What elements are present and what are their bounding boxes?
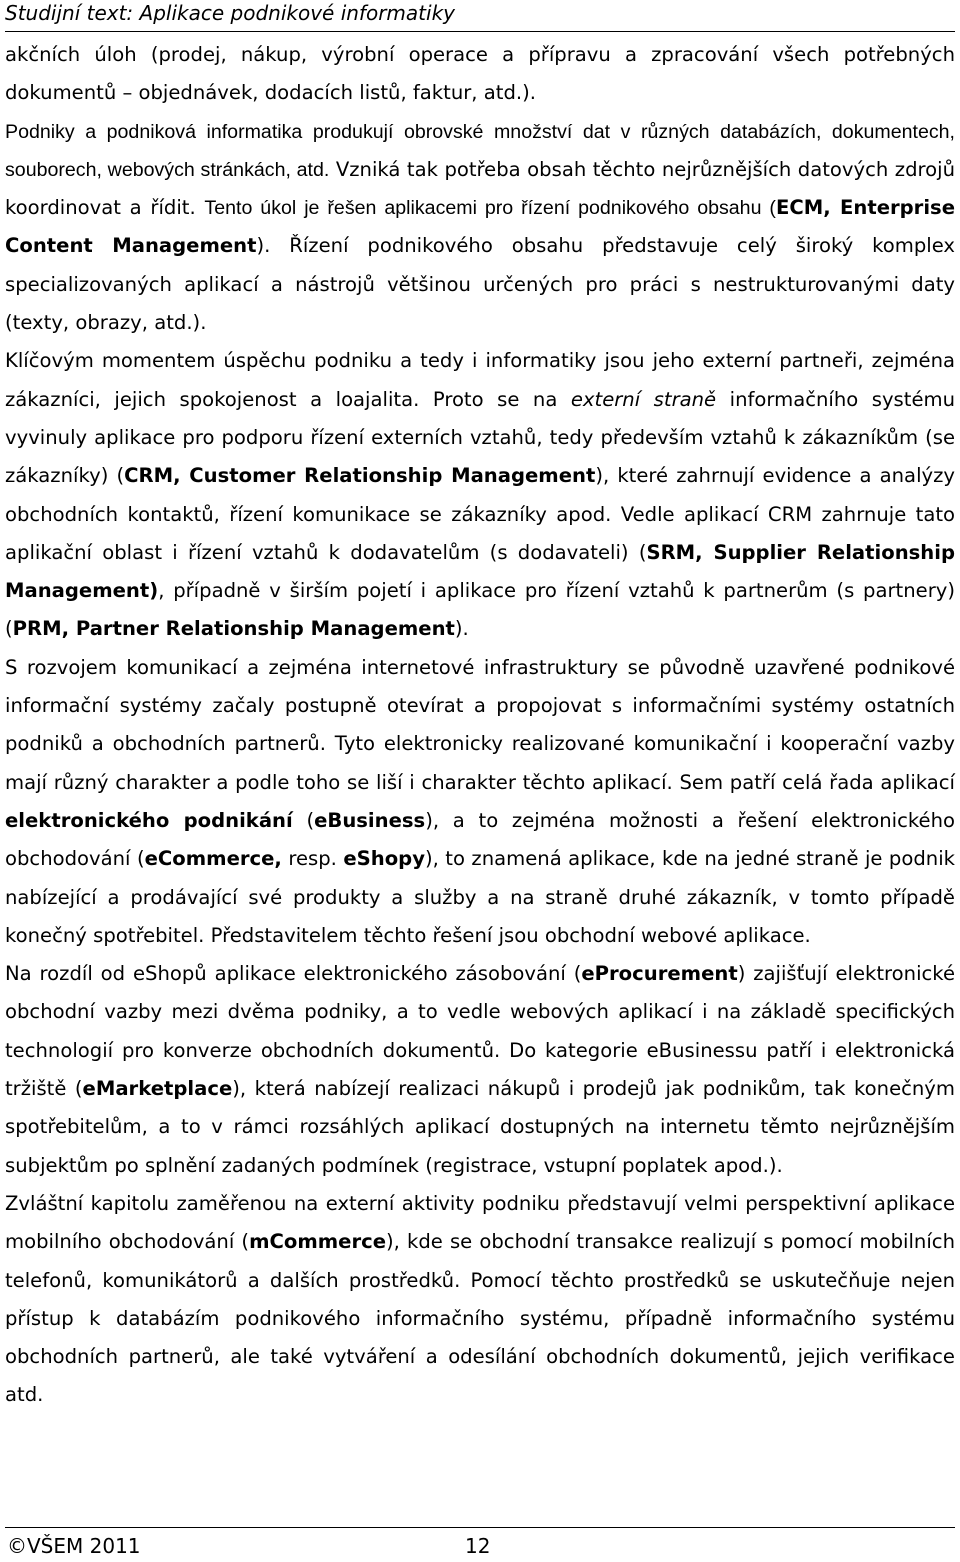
text-run: ), kde se obchodní transakce realizují s pomocí mobilních telefonů, komunikátorů a dalších prostředků. Pomocí těchto prostředků se uskutečňuje nejen přístup k databázím podnikového informačního systému, případně informačního systému obchodních partnerů, ale také vytváření a odesílání obchodních dokumentů, jejich verifikace atd. (5, 1230, 955, 1407)
text-run: ). (454, 617, 469, 641)
text-run: resp. (281, 847, 344, 871)
text-run: akčních úloh (prodej, nákup, výrobní operace a přípravu a zpracování všech potřebných dokumentů – objednávek, dodacích listů, faktur, atd.). (5, 43, 955, 105)
text-run: Proto se na (419, 387, 571, 411)
paragraph-eprocurement (5, 955, 955, 1185)
bold-term: eProcurement (581, 962, 738, 986)
footer-copyright: ©VŠEM 2011 (7, 1534, 141, 1558)
text-run: ). Řízení podnikového obsahu představuje celý široký komplex specializovaných aplikací a nástrojů většinou určených pro práci s nestrukturovanými daty (texty, obrazy, atd.). (5, 234, 956, 335)
italic-term: externí straně (570, 387, 717, 411)
text-run: S rozvojem komunikací a zejména internetové infrastruktury se původně uzavřené podnikové informační systémy začaly postupně otevírat a propojovat s informačními systémy ostatních podniků a obchodních partnerů. Tyto elektronicky realizované komunikační i kooperační vazby mají různý charakter a podle toho se liší i charakter těchto aplikací. Sem patří celá řada aplikací (5, 655, 955, 794)
bold-term: mCommerce (249, 1230, 387, 1254)
paragraph-crm (5, 342, 955, 648)
text-run: Vzniká tak potřeba obsah těchto nejrůznějších datových zdrojů koordinovat a řídit. (5, 157, 955, 220)
text-run: informačního systému vyvinuly aplikace pro podporu řízení externích vztahů, tedy především vztahů k zákazníkům (se zákazníky) ( (5, 387, 956, 488)
page-footer (5, 1527, 955, 1562)
paragraph-ebusiness (5, 649, 955, 955)
text-run: Na rozdíl od eShopů aplikace elektronického zásobování ( (5, 962, 582, 986)
text-run: , případně v širším pojetí i aplikace pro řízení vztahů k partnerům (s partnery) ( (5, 579, 955, 641)
bold-term: eMarketplace (82, 1077, 233, 1101)
paragraph-mcommerce (5, 1185, 955, 1415)
bold-term: CRM, Customer Relationship Management (124, 464, 596, 488)
bold-term: eShopy (343, 847, 425, 871)
bold-term: ECM, Enterprise Content Management (5, 196, 955, 258)
bold-term: eBusiness (314, 808, 426, 832)
text-run: Zvláštní kapitolu zaměřenou na externí aktivity podniku představují velmi perspektivní aplikace mobilního obchodování ( (5, 1191, 955, 1254)
paragraph-ecm (5, 36, 955, 342)
text-run: Klíčovým momentem úspěchu podniku a tedy i informatiky jsou jeho externí partneři, zejména zákazníci, jejich spokojenost a loajalita. (5, 349, 955, 411)
text-run: Podniky a podniková informatika produkují obrovské množství dat v různých databázích, dokumentech, souborech, webových stránkách, atd. (5, 120, 955, 181)
bold-term: SRM, Supplier Relationship Management) (5, 540, 955, 603)
header-title: Studijní text: Aplikace podnikové informatiky (5, 1, 455, 25)
page-number: 12 (465, 1534, 491, 1558)
text-run: ), to znamená aplikace, kde na jedné straně je podnik nabízející a prodávající své produkty a služby a na straně druhé zákazník, v tomto případě konečný spotřebitel. Představitelem těchto řešení jsou obchodní webové aplikace. (5, 847, 955, 947)
text-run: ) zajišťují elektronické obchodní vazby mezi dvěma podniky, a to vedle webových aplikací i na základě specifických technologií pro konverze obchodních dokumentů. Do kategorie eBusinessu patří i elektronická tržiště ( (5, 962, 956, 1101)
text-run: ), která nabízejí realizaci nákupů i prodejů jak podnikům, tak konečným spotřebitelům, a to v rámci rozsáhlých aplikací dostupných na internetu těmto nejrůznějším subjektům po splnění zadaných podmínek (registrace, vstupní poplatek apod.). (5, 1077, 955, 1177)
bold-term: eCommerce, (144, 847, 282, 871)
bold-term: elektronického podnikání (5, 808, 293, 832)
text-run: ), které zahrnují evidence a analýzy obchodních kontaktů, řízení komunikace se zákazníky apod. Vedle aplikací CRM zahrnuje tato aplikační oblast i řízení vztahů k dodavatelům (s dodavateli) ( (5, 464, 955, 564)
text-run: ( (292, 808, 315, 832)
document-body (5, 36, 955, 1415)
bold-term: PRM, Partner Relationship Management (12, 617, 455, 641)
text-run: ), a to zejména možnosti a řešení elektronického obchodování ( (5, 808, 956, 871)
page-header (5, 0, 955, 32)
text-run: Tento úkol je řešen aplikacemi pro řízení podnikového obsahu ( (204, 197, 776, 220)
